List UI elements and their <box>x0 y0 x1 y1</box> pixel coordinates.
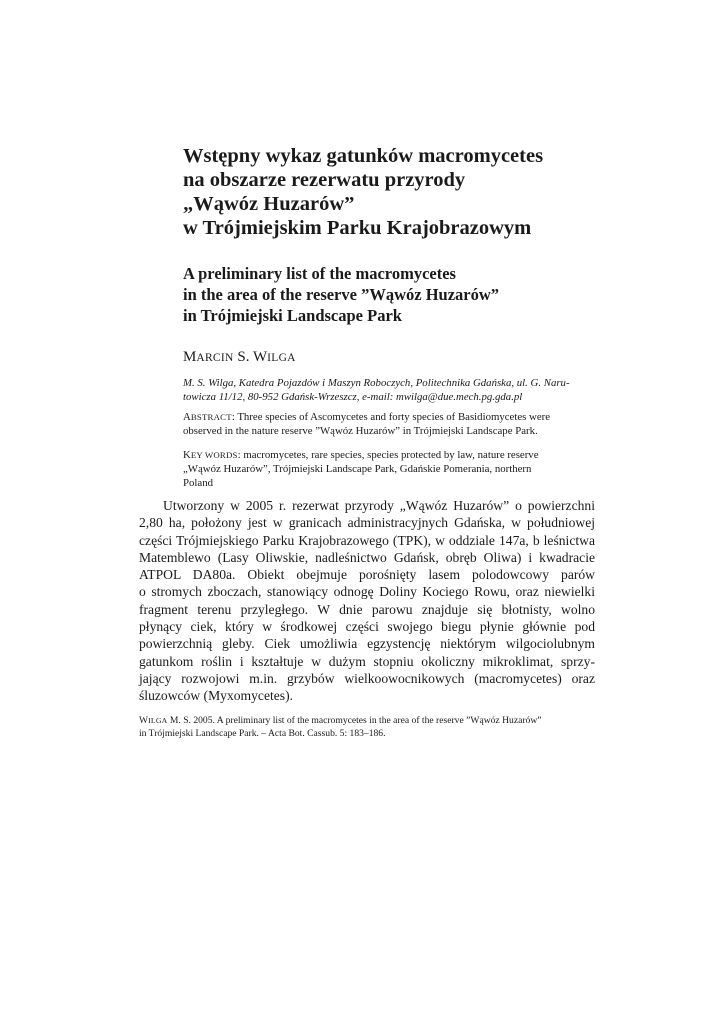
abstract-label-rest: BSTRACT <box>190 412 232 422</box>
title-english-line: in the area of the reserve ”Wąwóz Huzarów” <box>183 285 500 304</box>
keywords-line <box>183 448 595 462</box>
abstract-line: observed in the nature reserve ”Wąwóz Huzarów” in Trójmiejski Landscape Park. <box>183 425 538 437</box>
author-middle: S. <box>237 349 250 365</box>
abstract-line <box>183 410 595 424</box>
citation-text: M. S. 2005. A preliminary list of the macromycetes in the area of the reserve ”Wąwóz Huzarów” <box>167 715 542 726</box>
body-line: ATPOL DA80a. Obiekt obejmuje porośnięty lasem polodowcowy parów <box>139 567 595 583</box>
title-english-line: A preliminary list of the macromycetes <box>183 264 456 283</box>
keywords-line: „Wąwóz Huzarów”, Trójmiejski Landscape Park, Gdańskie Pomerania, northern <box>183 463 532 475</box>
title-polish-line: w Trójmiejskim Parku Krajobrazowym <box>183 217 532 239</box>
citation-author-initial: W <box>139 715 149 726</box>
body-line: części Trójmiejskiego Parku Krajobrazowego (TPK), w oddziale 147a, b leśnictwa <box>139 532 595 548</box>
body-line: śluzowców (Myxomycetes). <box>139 688 294 704</box>
title-polish-line: „Wąwóz Huzarów” <box>183 193 355 215</box>
author-first-initial: M <box>183 349 197 365</box>
affiliation-line: M. S. Wilga, Katedra Pojazdów i Maszyn Roboczych, Politechnika Gdańska, ul. G. Naru- <box>183 377 570 389</box>
title-polish-line: Wstępny wykaz gatunków macromycetes <box>183 145 544 167</box>
abstract-label-colon: : <box>231 411 235 423</box>
affiliation <box>183 376 595 404</box>
keywords <box>183 448 595 490</box>
author-name <box>183 348 296 367</box>
keywords-label-rest: EY WORDS <box>190 450 238 460</box>
body-line: Matemblewo (Lasy Oliwskie, nadleśnictwo Gdańsk, obręb Oliwa) i kwadracie <box>139 549 595 565</box>
citation-author-rest: ILGA <box>148 716 168 725</box>
abstract-text: Three species of Ascomycetes and forty species of Basidiomycetes were <box>234 411 551 423</box>
title-english <box>183 263 603 326</box>
author-last-rest: ILGA <box>267 352 296 364</box>
body-line: fragment terenu przyległego. W dnie parowu znajduje się błotnisty, wolno <box>139 601 595 617</box>
body-line: powierzchnią gleby. Ciek umożliwia egzystencję niektórym wilgociolubnym <box>139 636 595 652</box>
abstract-label-initial: A <box>183 411 191 423</box>
body-line: jający rozwojowi m.in. grzybów wielkoowocnikowych (macromycetes) oraz <box>139 670 595 686</box>
keywords-line: Poland <box>183 477 213 489</box>
title-polish-line: na obszarze rezerwatu przyrody <box>183 169 466 191</box>
body-line: 2,80 ha, położony jest w granicach administracyjnych Gdańska, w południowej <box>139 515 595 531</box>
body-line: o stromych zboczach, stanowiący odnogę Doliny Kociego Rowu, oraz niewielki <box>139 584 595 600</box>
keywords-label-colon: : <box>237 449 241 461</box>
affiliation-line: towicza 11/12, 80-952 Gdańsk-Wrzeszcz, e-mail: mwilga@due.mech.pg.gda.pl <box>183 391 523 403</box>
title-polish <box>183 144 603 240</box>
citation <box>139 714 595 740</box>
title-english-line: in Trójmiejski Landscape Park <box>183 306 402 325</box>
author-last-initial: W <box>252 349 268 365</box>
keywords-label-initial: K <box>183 449 191 461</box>
abstract <box>183 410 595 438</box>
keywords-text: macromycetes, rare species, species protected by law, nature reserve <box>240 449 539 461</box>
body-paragraph <box>139 497 595 705</box>
citation-line: in Trójmiejski Landscape Park. – Acta Bot. Cassub. 5: 183–186. <box>139 728 386 739</box>
body-line: Utworzony w 2005 r. rezerwat przyrody „Wąwóz Huzarów” o powierzchni <box>163 498 595 513</box>
body-line: płynący ciek, który w środkowej części swojego biegu płynie głównie pod <box>139 619 595 635</box>
body-line: gatunkom roślin i kształtuje w dużym stopniu okoliczny mikroklimat, sprzy- <box>139 653 595 669</box>
citation-line <box>139 714 595 727</box>
author-first-rest: ARCIN <box>196 352 234 364</box>
